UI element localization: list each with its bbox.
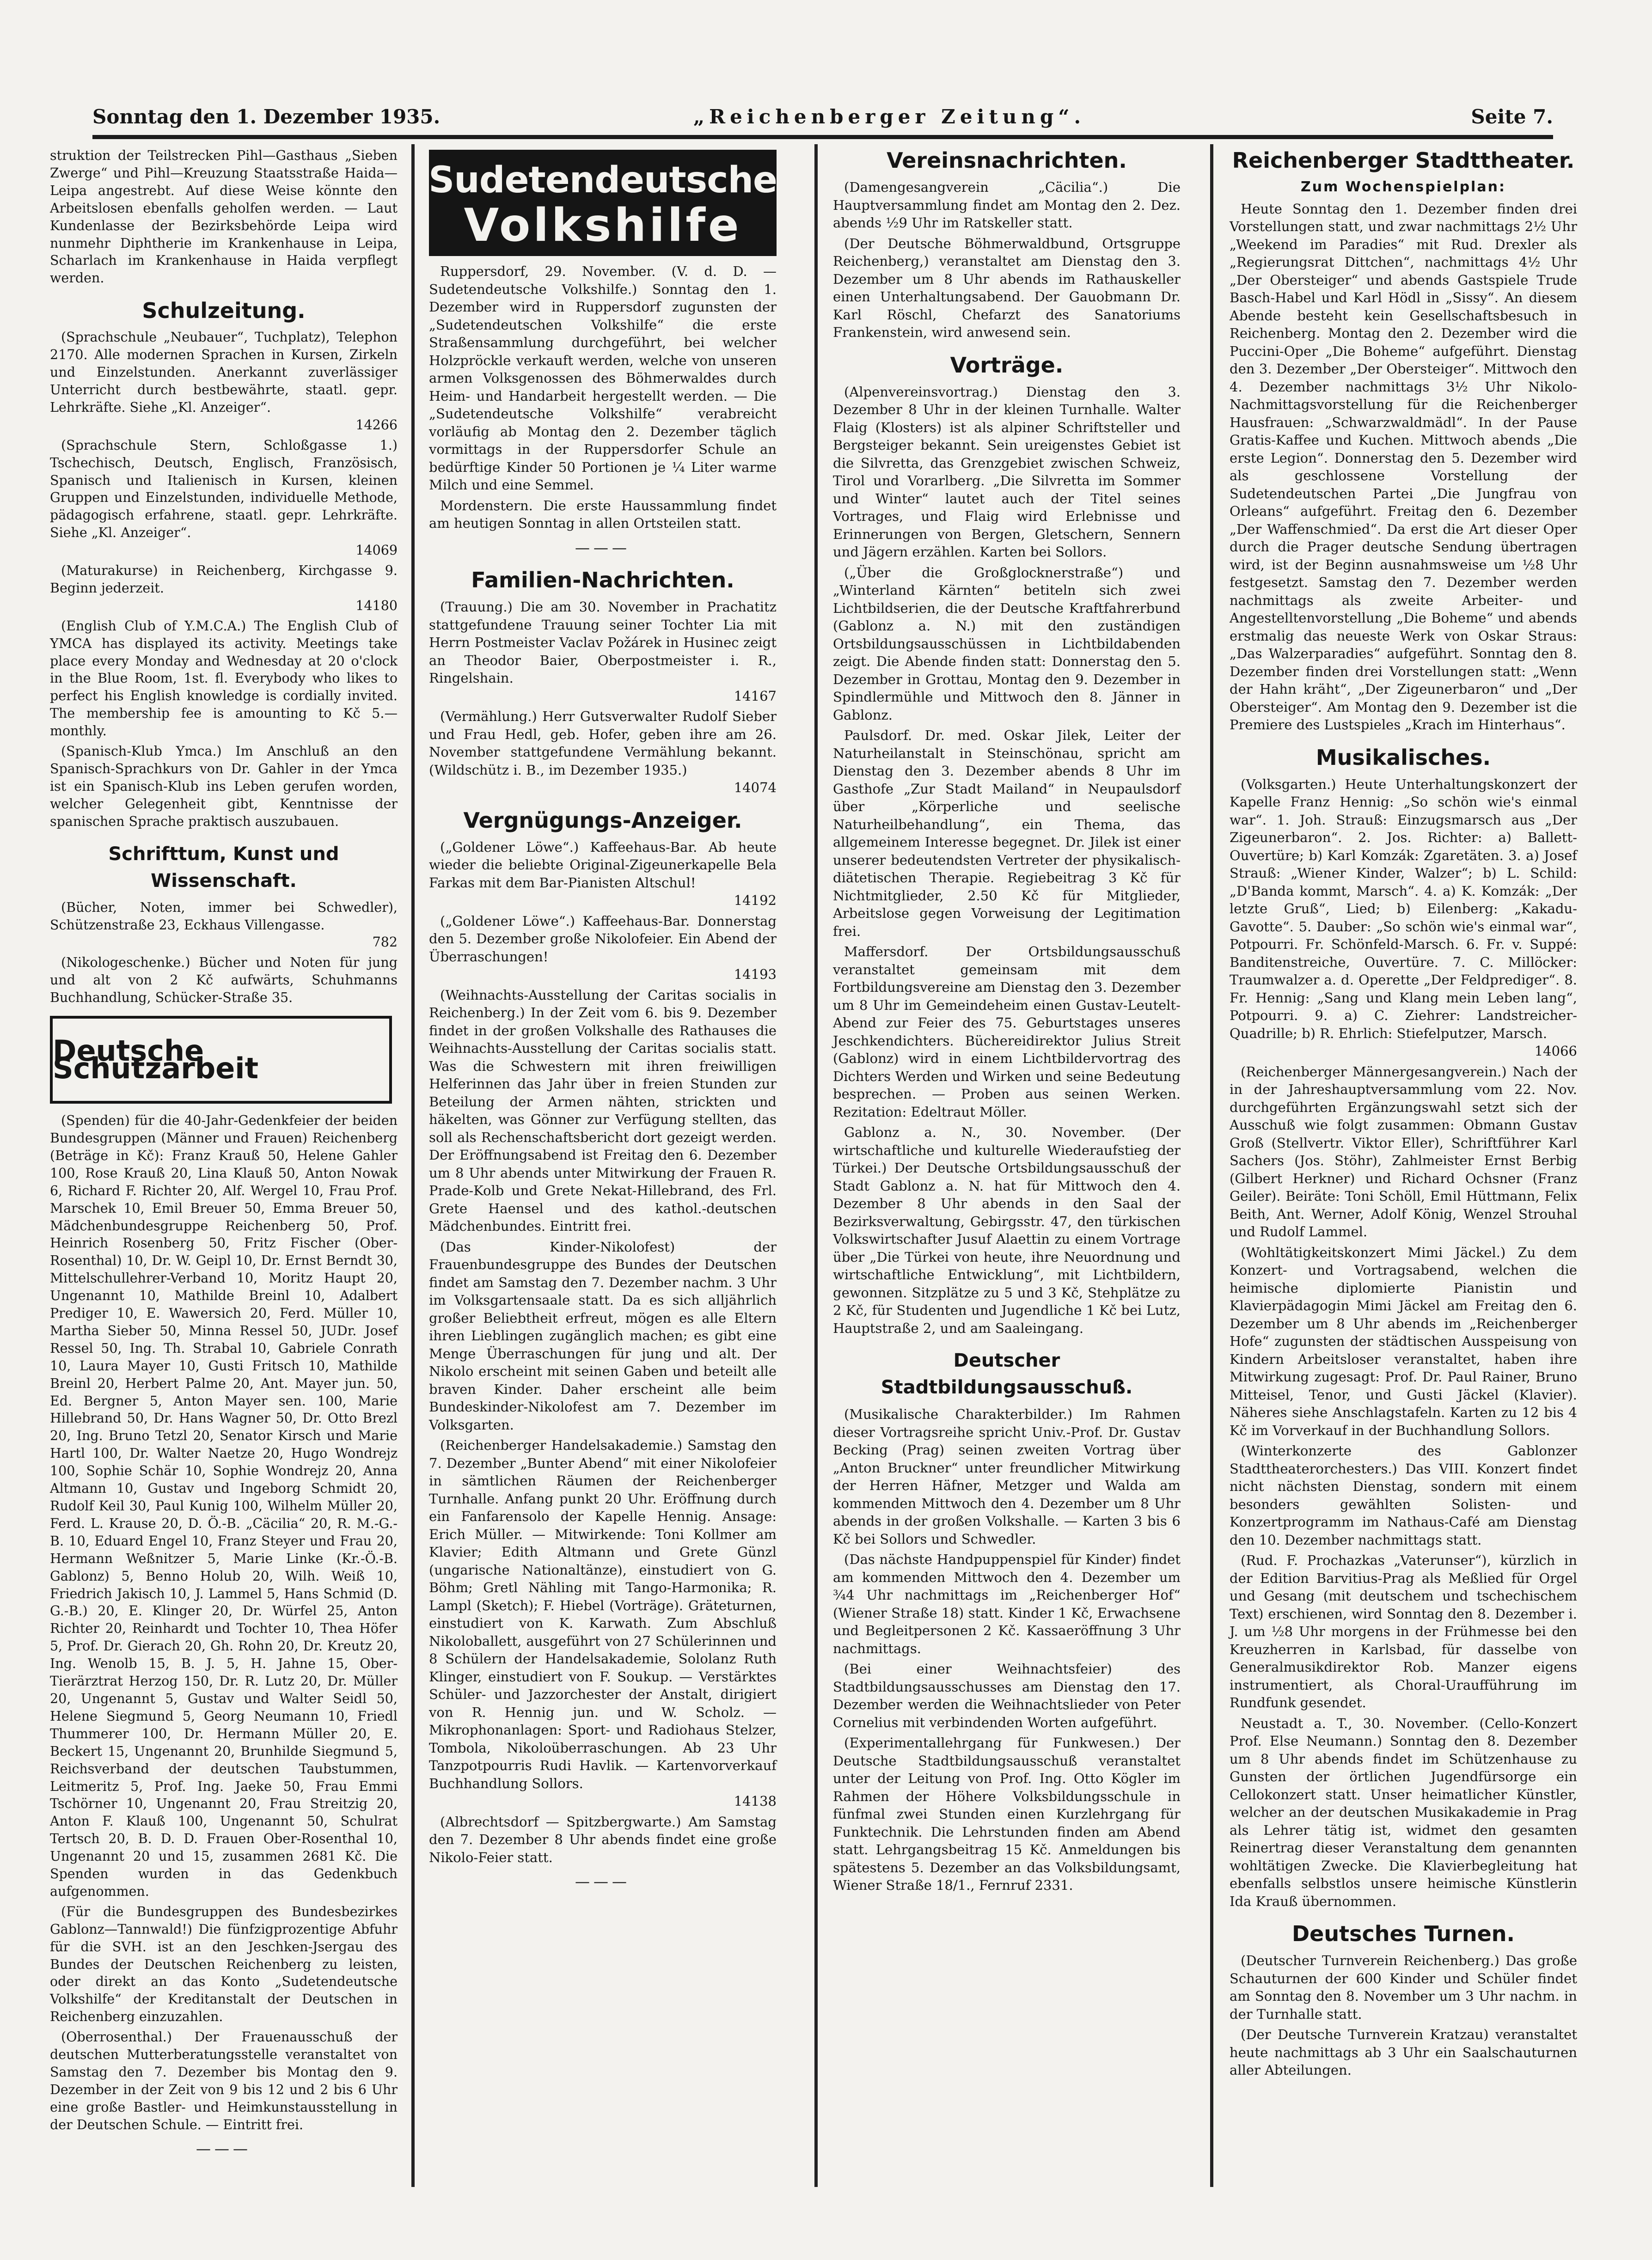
banner-deutsche-schutzarbeit (50, 1016, 392, 1104)
article-text: (Bei einer Weihnachtsfeier) des Stadtbildungsausschusses am Dienstag den 17. Dezember werden die Weihnachtslieder von Peter Cornelius mit verbindenden Worten aufgeführt. (833, 1661, 1181, 1730)
newspaper-title: „Reichenberger Zeitung“. (693, 105, 1086, 128)
section-heading-vergnuegung: Vergnügungs-Anzeiger. (463, 807, 742, 833)
article-text: (Für die Bundesgruppen des Bundesbezirkes Gablonz—Tannwald!) Die fünfzigprozentige Abfuhr für die SVH. ist an den Jeschken-Jsergau des Bundes der Deutschen Reichenberg zu leisten, oder direkt an das Konto „Sudetendeutsche Volkshilfe“ der Kreditanstalt der Deutschen in Reichenberg einzuzahlen. (50, 1904, 398, 2025)
section-heading-vortraege: Vorträge. (950, 352, 1064, 378)
column-rule (411, 144, 415, 2187)
article-text: (Das nächste Handpuppenspiel für Kinder) findet am kommenden Mittwoch den 4. Dezember um ¾4 Uhr nachmittags im „Reichenberger Hof“ (Wiener Straße 18) statt. Kinder 1 Kč, Erwachsene und Begleitpersonen 2 Kč. Kassaeröffnung 3 Uhr nachmittags. (833, 1551, 1181, 1656)
article-text: (Bücher, Noten, immer bei Schwedler), Schützenstraße 23, Eckhaus Villengasse. 782 (50, 899, 398, 952)
section-heading-turnen: Deutsches Turnen. (1291, 1921, 1515, 1946)
column-1 (50, 147, 398, 2164)
column-rule (1210, 144, 1213, 2187)
ornament-divider: ——— (575, 1873, 630, 1890)
column-2 (429, 147, 777, 1897)
banner-text: Deutsche Schutzarbeit (53, 1034, 259, 1086)
section-subheading: Zum Wochenspielplan: (1301, 179, 1506, 195)
article-text: (Volksgarten.) Heute Unterhaltungskonzert der Kapelle Franz Hennig: „So schön wie's einmal war“. 1. Joh. Strauß: Einzugsmarsch aus „Der Zigeunerbaron“. 2. Jos. Richter: a) Ballett-Ouvertüre; b) Karl Komzák: Zgaretäten. 3. a) Josef Strauß: „Wiener Kinder, Walzer“; b) L. Schild: „D'Banda kommt, Marsch“. 4. a) K. Komzák: „Der letzte Gruß“, Lied; b) Eilenberg: „Kakadu-Gavotte“. 5. Dauber: „So schön wie's einmal war“, Potpourri. Fr. Schönfeld-Marsch. 6. Fr. v. Suppé: Banditenstreiche, Ouvertüre. 7. C. Millöcker: Traumwalzer a. d. Operette „Der Feldprediger“. 8. Fr. Hennig: „Sang und Klang mein Leben lang“, Potpourri. 9. a) C. Ziehrer: Landstreicher-Quadrille; b) R. Ehrlich: Stiefelputzer, Marsch. 14066 (1230, 776, 1577, 1060)
article-text: Maffersdorf. Der Ortsbildungsausschuß veranstaltet gemeinsam mit dem Fortbildungsvereine am Dienstag den 3. Dezember um 8 Uhr im Gemeindeheim einen Gustav-Leutelt-Abend zur Feier des 75. Geburtstages unseres Jeschkendichters. Büchereidirektor Julius Streit (Gablonz) wird in einem Lichtbildervortrag des Dichters Werden und Wirken und seine Bedeutung besprechen. — Proben aus seinen Werken. Rezitation: Edeltraut Möller. (833, 944, 1181, 1120)
column-4 (1230, 147, 1577, 2082)
ad-number: 14192 (734, 892, 777, 908)
article-text: (Deutscher Turnverein Reichenberg.) Das große Schauturnen der 600 Kinder und Schüler findet am Sonntag den 8. November um 3 Uhr nachm. in der Turnhalle statt. (1230, 1953, 1577, 2022)
ad-number: 14266 (355, 417, 398, 433)
article-text: Ruppersdorf, 29. November. (V. d. D. — Sudetendeutsche Volkshilfe.) Sonntag den 1. Dezember wird in Ruppersdorf zugunsten der „Sudetendeutschen Volkshilfe“ die erste Straßensammlung durchgeführt, bei welcher Holzpröckle verkauft werden, welche von unseren armen Volksgenossen des Böhmerwaldes durch Heim- und Handarbeit hergestellt werden. — Die „Sudetendeutsche Volkshilfe“ verabreicht vorläufig ab Montag den 2. Dezember täglich vormittags in der Ruppersdorfer Schule an bedürftige Kinder 50 Portionen je ¼ Liter warme Milch und eine Semmel. (429, 263, 777, 493)
section-heading-stadtbildung: Deutscher Stadtbildungsausschuß. (881, 1350, 1133, 1398)
section-heading-schulzeitung: Schulzeitung. (142, 298, 306, 324)
article-text: (Sprachschule Stern, Schloßgasse 1.) Tschechisch, Deutsch, Englisch, Französisch, Spanisch und Italienisch in Kursen, kleinen Gruppen und Einzelstunden, individuelle Methode, pädagogisch erfahrene, staatl. gepr. Lehrkräfte. Siehe „Kl. Anzeiger“. 14069 (50, 437, 398, 559)
article-text: (Spenden) für die 40-Jahr-Gedenkfeier der beiden Bundesgruppen (Männer und Frauen) Reichenberg (Beträge in Kč): Franz Krauß 50, Helene Gahler 100, Rose Krauß 20, Lina Klauß 50, Anton Nowak 6, Richard F. Richter 20, Alf. Wergel 10, Frau Prof. Marschek 10, Emil Breuer 50, Emma Breuer 50, Mädchenbundesgruppe Reichenberg 50, Prof. Heinrich Rosenberg 50, Fritz Fischer (Ober-Rosenthal) 10, Dr. W. Geipl 10, Dr. Ernst Berndt 30, Mittelschullehrer-Verband 10, Moritz Haupt 20, Ungenannt 10, Mathilde Breinl 10, Adalbert Prediger 10, E. Wawersich 20, Ferd. Müller 10, Martha Sieber 50, Minna Ressel 50, JUDr. Josef Ressel 50, Ing. Th. Strabal 10, Gabriele Conrath 10, Laura Mayer 10, Gusti Fritsch 10, Mathilde Breinl 20, Herbert Palme 20, Ant. Mayer jun. 50, Ed. Bergner 5, Anton Mayer sen. 100, Marie Hillebrand 50, Dr. Hans Wagner 50, Dr. Otto Brezl 20, Ing. Bruno Tetzl 20, Senator Kirsch und Marie Hartl 100, Dr. Walter Naetze 20, Hugo Wondrejz 100, Sophie Schär 10, Sophie Wondrejz 20, Anna Altmann 10, Gustav und Ingeborg Schmidt 20, Rudolf Keil 30, Paul Kunig 100, Wilhelm Müller 20, Ferd. L. Krause 20, D. Ö.-B. „Cäcilia“ 20, R. M.-G.-B. 10, Eduard Engel 10, Franz Steyer und Frau 20, Hermann Weßnitzer 5, Marie Linke (Kr.-Ö.-B. Gablonz) 5, Benno Holub 20, Wilh. Weiß 10, Friedrich Jakisch 10, J. Lammel 5, Hans Schmid (D. G.-B.) 20, E. Klinger 20, Dr. Würfel 25, Anton Richter 20, Reinhardt und Tochter 10, Thea Höfer 5, Prof. Dr. Gierach 20, Gh. Rohn 20, Dr. Kreutz 20, Ing. Wenolb 15, B. J. 5, H. Jahne 15, Ober-Tierärztrat Herzog 150, Dr. R. Lutz 20, Dr. Müller 20, Ungenannt 5, Gustav und Walter Seidl 50, Helene Siegmund 5, Georg Neumann 10, Friedl Thummerer 100, Dr. Hermann Müller 20, E. Beckert 15, Ungenannt 20, Brunhilde Siegmund 5, Reichsverband der deutschen Taubstummen, Leitmeritz 5, Prof. Ing. Jaeke 50, Frau Emmi Tschörner 10, Ungenannt 20, Frau Streitzig 20, Anton F. Klauß 100, Ungenannt 50, Schulrat Tertsch 20, B. D. D. Frauen Ober-Rosenthal 10, Ungenannt 20 und 15, zusammen 2681 Kč. Die Spenden wurden in das Gedenkbuch aufgenommen. (50, 1113, 398, 1899)
article-text: („Goldener Löwe“.) Kaffeehaus-Bar. Ab heute wieder die beliebte Original-Zigeunerkapelle Bela Farkas mit dem Bar-Pianisten Altschul! 14192 (429, 838, 777, 910)
article-text: (Oberrosenthal.) Der Frauenausschuß der deutschen Mutterberatungsstelle veranstaltet von Samstag den 7. Dezember bis Montag den 9. Dezember in der Zeit von 9 bis 12 und 2 bis 6 Uhr eine große Bastler- und Heimkunstausstellung in der Deutschen Schule. — Eintritt frei. (50, 2029, 398, 2132)
article-text: (Vermählung.) Herr Gutsverwalter Rudolf Sieber und Frau Hedl, geb. Hofer, geben ihre am 26. November stattgefundene Vermählung bekannt. (Wildschütz i. B., im Dezember 1935.) 14074 (429, 708, 777, 797)
ornament-divider: ——— (196, 2139, 251, 2157)
section-heading-musik: Musikalisches. (1315, 745, 1491, 770)
article-text: Paulsdorf. Dr. med. Oskar Jilek, Leiter der Naturheilanstalt in Steinschönau, spricht am Dienstag den 3. Dezember abends 8 Uhr im Gasthofe „Zur Stadt Mailand“ in Neupaulsdorf über „Körperliche und seelische Naturheilbehandlung“, ein Thema, das allgemeinem Interesse begegnet. Dr. Jilek ist einer unserer bedeutendsten Vertreter der physikalisch-diätetischen Therapie. Regiebeitrag 3 Kč für Nichtmitglieder, 2.50 Kč für Mitglieder, Arbeitslose gegen Vorweisung der Legitimation frei. (833, 727, 1181, 939)
ad-number: 14193 (734, 966, 777, 982)
article-text: (Maturakurse) in Reichenberg, Kirchgasse 9. Beginn jederzeit. 14180 (50, 562, 398, 615)
article-text: (Das Kinder-Nikolofest) der Frauenbundesgruppe des Bundes der Deutschen findet am Samstag den 7. Dezember nachm. 3 Uhr im Volksgartensaale statt. Da es sich alljährlich großer Beliebtheit erfreut, mögen es alle Eltern ihren Lieblingen zugänglich machen; es gibt eine Menge Überraschungen für jung und alt. Der Nikolo erscheint mit seinen Gaben und beteilt alle braven Kinder. Daher erscheint alle beim Bundeskinder-Nikolofest am 7. Dezember im Volksgarten. (429, 1239, 777, 1433)
ad-number: 14180 (355, 598, 398, 613)
article-text: (Nikologeschenke.) Bücher und Noten für jung und alt von 2 Kč aufwärts, Schuhmanns Buchhandlung, Schücker-Straße 35. (50, 955, 398, 1006)
ad-number: 782 (372, 935, 398, 950)
article-text: (Weihnachts-Ausstellung der Caritas socialis in Reichenberg.) In der Zeit vom 6. bis 9. Dezember findet in der großen Volkshalle des Rathauses die Weihnachts-Ausstellung der Caritas socialis statt. Was die Schwestern mit ihren freiwilligen Helferinnen das Jahr über in freien Stunden zur Beteilung der Armen nähten, strickten und häkelten, was Gönner zur Verfügung stellten, das soll als Rechenschaftsbericht dort gezeigt werden. Der Eröffnungsabend ist Freitag den 6. Dezember um 8 Uhr abends unter Mitwirkung der Frauen R. Prade-Kolb und Grete Nekat-Hillebrand, des Frl. Grete Haensel und des kathol.-deutschen Mädchenbundes. Eintritt frei. (429, 987, 777, 1234)
article-text: (Winterkonzerte des Gablonzer Stadttheaterorchesters.) Das VIII. Konzert findet nicht nächsten Dienstag, sondern mit einem besonders gewählten Solisten- und Konzertprogramm im Nathaus-Café am Dienstag den 10. Dezember nachmittags statt. (1230, 1443, 1577, 1548)
article-text: (Der Deutsche Böhmerwaldbund, Ortsgruppe Reichenberg,) veranstaltet am Dienstag den 3. Dezember um 8 Uhr abends im Rathauskeller einen Unterhaltungsabend. Der Gauobmann Dr. Karl Röschl, Chefarzt des Sanatoriums Frankenstein, wird anwesend sein. (833, 235, 1181, 340)
ad-number: 14074 (734, 780, 777, 795)
ad-number: 14069 (355, 543, 398, 558)
article-text: (Experimentallehrgang für Funkwesen.) Der Deutsche Stadtbildungsausschuß veranstaltet unter der Leitung von Prof. Ing. Otto Kögler im Rahmen der Höhere Volksbildungsschule in fünfmal zwei Stunden einen Kurzlehrgang für Funktechnik. Die Lehrstunden finden am Abend statt. Lehrgangsbeitrag 15 Kč. Anmeldungen bis spätestens 5. Dezember an das Volksbildungsamt, Wiener Straße 18/1., Fernruf 2331. (833, 1735, 1181, 1893)
article-text: (Der Deutsche Turnverein Kratzau) veranstaltet heute nachmittags ab 3 Uhr ein Saalschauturnen aller Abteilungen. (1230, 2027, 1577, 2078)
article-text: Neustadt a. T., 30. November. (Cello-Konzert Prof. Else Neumann.) Sonntag den 8. Dezember um 8 Uhr abends findet im Schützenhause zu Gunsten der örtlichen Jugendfürsorge ein Cellokonzert statt. Unser heimatlicher Künstler, welcher an der deutschen Musikakademie in Prag als Lehrer tätig ist, widmet den gesamten Reinertrag dieser Veranstaltung dem genannten wohltätigen Zwecke. Die Klavierbegleitung hat ebenfalls selbstlos unsere heimische Künstlerin Ida Krauß übernommen. (1230, 1715, 1577, 1909)
article-text: (Rud. F. Prochazkas „Vaterunser“), kürzlich in der Edition Barvitius-Prag als Meßlied für Orgel und Gesang (mit deutschem und tschechischem Text) erschienen, wird Sonntag den 8. Dezember i. J. um ½8 Uhr morgens in der Frühmesse bei den Kreuzherren in Karlsbad, für dasselbe von Generalmusikdirektor Rob. Manzer eigens instrumentiert, als Choral-Uraufführung im Rundfunk gesendet. (1230, 1552, 1577, 1710)
section-heading-verein: Vereinsnachrichten. (887, 148, 1127, 173)
article-text: (Spanisch-Klub Ymca.) Im Anschluß an den Spanisch-Sprachkurs von Dr. Gahler in der Ymca ist ein Spanisch-Klub ins Leben gerufen worden, welcher Gelegenheit gibt, Kenntnisse der spanischen Sprache praktisch auszubauen. (50, 744, 398, 829)
article-text: (Musikalische Charakterbilder.) Im Rahmen dieser Vortragsreihe spricht Univ.-Prof. Dr. Gustav Becking (Prag) seinen zweiten Vortrag über „Anton Bruckner“ unter freundlicher Mitwirkung der Herren Häfner, Metzger und Walda am kommenden Mittwoch den 4. Dezember um 8 Uhr abends in der großen Volkshalle. — Karten 3 bis 6 Kč bei Sollors und Schwedler. (833, 1406, 1181, 1547)
column-3 (833, 147, 1181, 1897)
banner-sudetendeutsche-volkshilfe (429, 150, 777, 256)
masthead-rule (92, 135, 1553, 139)
article-text: (Albrechtsdorf — Spitzbergwarte.) Am Samstag den 7. Dezember 8 Uhr abends findet eine große Nikolo-Feier statt. (429, 1814, 777, 1865)
article-text: (Reichenberger Männergesangverein.) Nach der in der Jahreshauptversammlung vom 22. Nov. durchgeführten Ergänzungswahl setzt sich der Ausschuß wie folgt zusammen: Obmann Gustav Groß (Stellvertr. Viktor Eller), Schriftführer Karl Sachers (Jos. Stöhr), Zahlmeister Ernst Berbig (Gilbert Herkner) und Richard Ochsner (Franz Geiler). Beiräte: Toni Schöll, Emil Hüttmann, Felix Beith, Ant. Werner, Adolf König, Wenzel Strouhal und Rudolf Lammel. (1230, 1063, 1577, 1240)
banner-line-2: Volkshilfe (464, 199, 742, 252)
section-heading-kunst: Schrifttum, Kunst und Wissenschaft. (108, 843, 339, 892)
article-text: (English Club of Y.M.C.A.) The English Club of YMCA has displayed its activity. Meetings take place every Monday and Wednesday at 20 o'clock in the Blue Room, 1st. fl. Everybody who likes to perfect his English knowledge is cordially invited. The membership fee is amounting to Kč 5.— monthly. (50, 618, 398, 739)
article-text: Mordenstern. Die erste Haussammlung findet am heutigen Sonntag in allen Ortsteilen statt. (429, 497, 777, 531)
ornament-divider: ——— (575, 538, 630, 556)
article-text: (Reichenberger Handelsakademie.) Samstag den 7. Dezember „Bunter Abend“ mit einer Nikolofeier in sämtlichen Räumen der Reichenberger Turnhalle. Anfang punkt 20 Uhr. Eröffnung durch ein Fanfarensolo der Kapelle Hennig. Ansage: Erich Müller. — Mitwirkende: Toni Kollmer am Klavier; Edith Altmann und Grete Günzl (ungarische Nationaltänze), einstudiert von G. Böhm; Gretl Nähling mit Tango-Harmonika; R. Lampl (Sketch); F. Hiebel (Vorträge). Gräteturnen, einstudiert von K. Karwath. Zum Abschluß Nikoloballett, ausgeführt von 27 Schülerinnen und 8 Schülern der Handelsakademie, Sololanz Ruth Klinger, einstudiert von F. Soukup. — Verstärktes Schüler- und Jazzorchester der Anstalt, dirigiert von R. Hennig jun. und W. Scholz. — Mikrophonanlagen: Sport- und Radiohaus Stelzer, Tombola, Nikoloüberraschungen. Ab 23 Uhr Tanzpotpourris Rudi Havlik. — Kartenvorverkauf Buchhandlung Sollors. 14138 (429, 1436, 777, 1810)
article-text: (Damengesangverein „Cäcilia“.) Die Hauptversammlung findet am Montag den 2. Dez. abends ½9 Uhr im Ratskeller statt. (833, 179, 1181, 231)
article-text: (Trauung.) Die am 30. November in Prachatitz stattgefundene Trauung seiner Tochter Lia mit Herrn Postmeister Vaclav Požárek in Husinec zeigt an Theodor Baier, Oberpostmeister i. R., Ringelshain. 14167 (429, 598, 777, 705)
masthead (92, 105, 1553, 133)
ad-number: 14066 (1534, 1043, 1577, 1059)
article-text: („Über die Großglocknerstraße“) und „Winterland Kärnten“ betiteln sich zwei Lichtbildserien, die der Deutsche Kraftfahrerbund (Gablonz a. N.) mit den zuständigen Ortsbildungsausschüssen in Lichtbildabenden zeigt. Die Abende finden statt: Donnerstag den 5. Dezember in Grottau, Montag den 9. Dezember in Spindlermühle und Mittwoch den 8. Jänner in Gablonz. (833, 564, 1181, 723)
article-text: („Goldener Löwe“.) Kaffeehaus-Bar. Donnerstag den 5. Dezember große Nikolofeier. Ein Abend der Überraschungen! 14193 (429, 912, 777, 983)
issue-date: Sonntag den 1. Dezember 1935. (92, 105, 441, 128)
article-text: struktion der Teilstrecken Pihl—Gasthaus „Sieben Zwerge“ und Pihl—Kreuzung Staatsstraße Haida—Leipa angestrebt. Auf diese Weise könnte den Arbeitslosen ebenfalls geholfen werden. — Laut Kundenlasse der Bezirksbehörde Leipa wird nunmehr Diphtherie im Krankenhause in Leipa, Scharlach im Krankenhause in Haida verpflegt werden. (50, 148, 398, 286)
column-rule (814, 144, 818, 2187)
article-text: Gablonz a. N., 30. November. (Der wirtschaftliche und kulturelle Wiederaufstieg der Türkei.) Der Deutsche Ortsbildungsausschuß der Stadt Gablonz a. N. hat für Mittwoch den 4. Dezember 8 Uhr abends in den Saal der Bezirksverwaltung, Gebirgsstr. 47, den türkischen Volkswirtschafter Jusuf Alaettin zu einem Vortrage über „Die Türkei von heute, ihre Neuordnung und wirtschaftliche Entwicklung“, mit Lichtbildern, gewonnen. Sitzplätze zu 5 und 3 Kč, Stehplätze zu 2 Kč, für Studenten und Jugendliche 1 Kč bei Lutz, Hauptstraße 2, und am Saaleingang. (833, 1124, 1181, 1336)
article-text: (Wohltätigkeitskonzert Mimi Jäckel.) Zu dem Konzert- und Vortragsabend, welchen die heimische diplomierte Pianistin und Klavierpädagogin Mimi Jäckel am Freitag den 6. Dezember um 8 Uhr abends im „Reichenberger Hofe“ zugunsten der städtischen Ausspeisung von Kindern Arbeitsloser veranstaltet, haben ihre Mitwirkung zugesagt: Prof. Dr. Paul Rainer, Bruno Mitteisel, Tenor, und Gusti Jäckel (Klavier). Näheres siehe Anschlagstafeln. Karten zu 12 bis 4 Kč im Vorverkauf in der Buchhandlung Sollors. (1230, 1244, 1577, 1438)
article-text: (Sprachschule „Neubauer“, Tuchplatz), Telephon 2170. Alle modernen Sprachen in Kursen, Zirkeln und Einzelstunden. Anerkannt zuverlässiger Unterricht durch bestbewährte, staatl. gepr. Lehrkräfte. Siehe „Kl. Anzeiger“. 14266 (50, 329, 398, 434)
article-text: (Alpenvereinsvortrag.) Dienstag den 3. Dezember 8 Uhr in der kleinen Turnhalle. Walter Flaig (Klosters) ist als alpiner Schriftsteller und Bergsteiger bekannt. Sein ureigenstes Gebiet ist die Silvretta, das Grenzgebiet zwischen Schweiz, Tirol und Vorarlberg. „Die Silvretta im Sommer und Winter“ lautet auch der Titel seines Vortrages, und Flaig wird Erlebnisse und Erinnerungen von Bergen, Gletschern, Sennern und Jägern erzählen. Karten bei Sollors. (833, 384, 1181, 560)
ad-number: 14167 (734, 688, 777, 704)
article-text: Heute Sonntag den 1. Dezember finden drei Vorstellungen statt, und zwar nachmittags 2½ Uhr „Weekend im Paradies“ mit Rud. Drexler als „Regierungsrat Dittchen“, nachmittags 4½ Uhr „Der Obersteiger“ und abends Gastspiele Trude Basch-Habel und Karl Hödl in „Sissy“. An diesem Abende besteht kein Gesellschaftsbesuch in Reichenberg. Montag den 2. Dezember wird die Puccini-Oper „Die Boheme“ aufgeführt. Dienstag den 3. Dezember „Der Obersteiger“. Mittwoch den 4. Dezember nachmittags 3½ Uhr Nikolo-Nachmittagsvorstellung für die Reichenberger Hausfrauen: „Schwarzwaldmädl“. In der Pause Gratis-Kaffee und Kuchen. Mittwoch abends „Die erste Legion“. Donnerstag den 5. Dezember wird als geschlossene Vorstellung der Sudetendeutschen Partei „Die Jungfrau von Orleans“ aufgeführt. Freitag den 6. Dezember „Der Waffenschmied“. Da erst die Art dieser Oper durch die Prager deutsche Sendung übertragen wird, ist der Beginn ausnahmsweise um ½8 Uhr festgesetzt. Samstag den 7. Dezember werden nachmittags als zweite Arbeiter- und Angestelltenvorstellung „Die Boheme“ und abends erstmalig das neueste Werk von Oskar Straus: „Das Walzerparadies“ aufgeführt. Sonntag den 8. Dezember finden drei Vorstellungen statt: „Wenn der Hahn kräht“, „Der Zigeunerbaron“ und „Der Obersteiger“. Am Montag den 9. Dezember ist die Premiere des Lustspieles „Krach im Hinterhaus“. (1230, 201, 1577, 733)
banner-line-1: Sudetendeutsche (428, 159, 777, 201)
section-heading-familien: Familien-Nachrichten. (471, 568, 734, 592)
page-number: Seite 7. (1471, 105, 1553, 128)
section-heading-theater: Reichenberger Stadttheater. (1232, 148, 1575, 173)
ad-number: 14138 (734, 1793, 777, 1809)
